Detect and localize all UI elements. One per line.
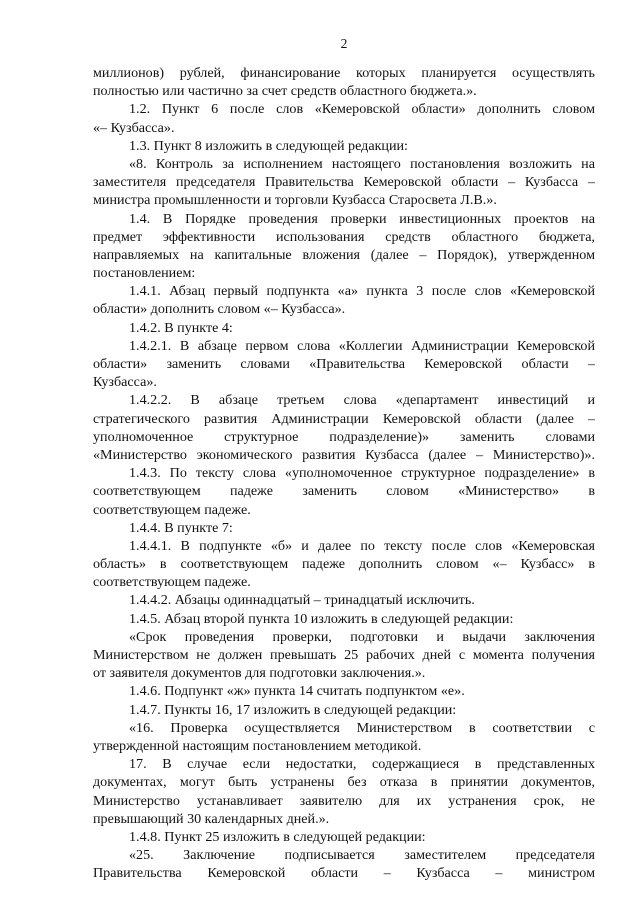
text-line: Министерство устанавливает заявителю для их устранения срок, не bbox=[93, 792, 595, 809]
text-line: «16. Проверка осуществляется Министерством в соответствии с bbox=[129, 719, 595, 736]
text-line: полностью или частично за счет средств областного бюджета.». bbox=[93, 83, 477, 100]
text-line: документах, могут быть устранены без отказа в принятии документов, bbox=[93, 774, 595, 791]
text-line: «Министерство экономического развития Кузбасса (далее – Министерство)». bbox=[93, 446, 595, 463]
body-text bbox=[93, 64, 595, 882]
text-line: 1.2. Пункт 6 после слов «Кемеровской области» дополнить словом bbox=[129, 101, 595, 118]
text-line: превышающий 30 календарных дней.». bbox=[93, 810, 330, 827]
text-line: области» дополнить словом «– Кузбасса». bbox=[93, 301, 346, 318]
text-line: миллионов) рублей, финансирование которых планируется осуществлять bbox=[93, 65, 595, 81]
text-line: 1.4.2.2. В абзаце третьем слова «департамент инвестиций и bbox=[129, 392, 595, 409]
text-line: 17. В случае если недостатки, содержащиеся в представленных bbox=[129, 756, 595, 773]
page-number: 2 bbox=[340, 36, 348, 51]
text-line: 1.3. Пункт 8 изложить в следующей редакции: bbox=[129, 137, 408, 154]
text-line: направляемых на капитальные вложения (далее – Порядок), утвержденном bbox=[93, 246, 595, 263]
text-line: министра промышленности и торговли Кузбасса Старосвета Л.В.». bbox=[93, 192, 497, 209]
text-line: заместителя председателя Правительства Кемеровской области – Кузбасса – bbox=[93, 174, 595, 191]
text-line: 1.4.3. По тексту слова «уполномоченное структурное подразделение» в bbox=[129, 465, 595, 482]
text-line: «8. Контроль за исполнением настоящего постановления возложить на bbox=[129, 155, 595, 172]
text-line: «– Кузбасса». bbox=[93, 119, 175, 136]
text-line: 1.4.2. В пункте 4: bbox=[129, 319, 233, 336]
text-line: Правительства Кемеровской области – Кузбасса – министром bbox=[93, 865, 595, 882]
text-line: «25. Заключение подписывается заместителем председателя bbox=[129, 847, 595, 864]
text-line: 1.4.2.1. В абзаце первом слова «Коллегии Администрации Кемеровской bbox=[129, 337, 595, 354]
text-line: Кузбасса». bbox=[93, 374, 157, 391]
text-line: соответствующем падеже. bbox=[93, 574, 251, 591]
text-line: области» заменить словами «Правительства Кемеровской области – bbox=[93, 356, 595, 372]
text-line: уполномоченное структурное подразделение)» заменить словами bbox=[93, 428, 595, 445]
text-line: область» в соответствующем падеже дополнить словом «– Кузбасс» в bbox=[93, 556, 595, 573]
text-line: 1.4.8. Пункт 25 изложить в следующей редакции: bbox=[129, 828, 426, 845]
text-line: 1.4. В Порядке проведения проверки инвестиционных проектов на bbox=[129, 210, 595, 227]
text-line: 1.4.7. Пункты 16, 17 изложить в следующей редакции: bbox=[129, 701, 457, 718]
text-line: постановлением: bbox=[93, 265, 196, 282]
text-line: 1.4.5. Абзац второй пункта 10 изложить в следующей редакции: bbox=[129, 610, 514, 627]
text-line: 1.4.6. Подпункт «ж» пункта 14 считать подпунктом «е». bbox=[129, 683, 465, 700]
text-line: предмет эффективности использования средств областного бюджета, bbox=[93, 228, 595, 245]
text-line: стратегического развития Администрации Кемеровской области (далее – bbox=[93, 410, 595, 427]
text-line: 1.4.4.1. В подпункте «б» и далее по тексту после слов «Кемеровская bbox=[129, 537, 595, 554]
text-line: Министерством не должен превышать 25 рабочих дней с момента получения bbox=[93, 647, 595, 663]
text-line: «Срок проведения проверки, подготовки и выдачи заключения bbox=[129, 628, 595, 645]
text-line: 1.4.4.2. Абзацы одиннадцатый – тринадцатый исключить. bbox=[129, 592, 475, 609]
text-line: от заявителя документов для подготовки заключения.». bbox=[93, 665, 426, 682]
text-line: соответствующем падеже. bbox=[93, 501, 251, 518]
text-line: утвержденной настоящим постановлением методикой. bbox=[93, 737, 422, 754]
text-line: соответствующем падеже заменить словом «Министерство» в bbox=[93, 483, 595, 500]
text-line: 1.4.1. Абзац первый подпункта «а» пункта 3 после слов «Кемеровской bbox=[129, 283, 595, 300]
text-line: 1.4.4. В пункте 7: bbox=[129, 519, 233, 536]
